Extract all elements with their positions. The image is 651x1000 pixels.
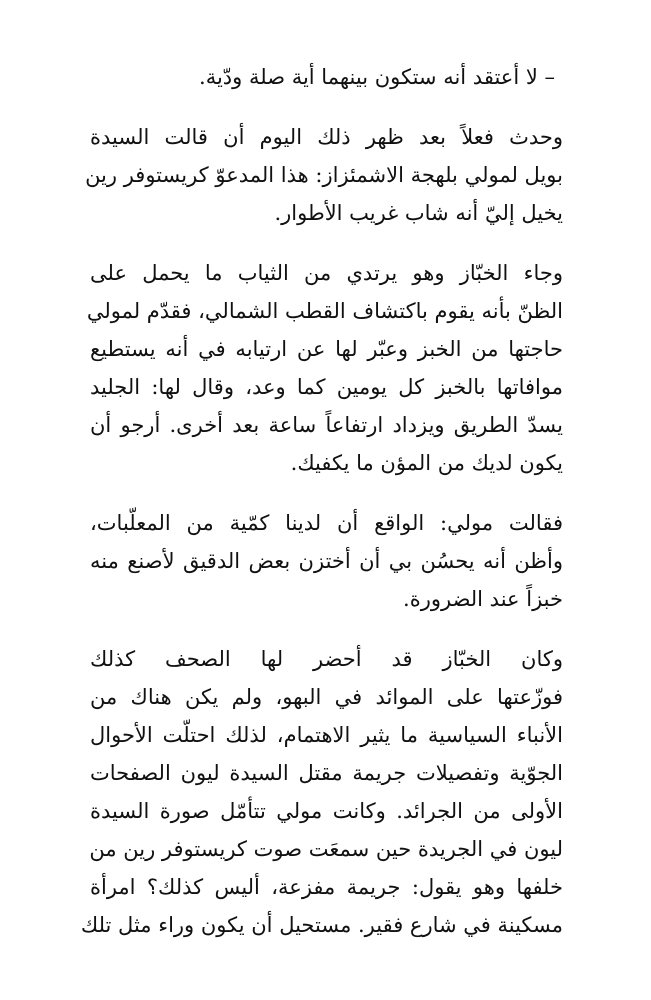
text-line: يكون لديك من المؤن ما يكفيك.: [290, 451, 563, 475]
paragraph-2: [85, 118, 563, 232]
text-line: وأظن أنه يحسُن بي أن أختزن بعض الدقيق لأصنع منه: [90, 549, 563, 573]
text-line: – لا أعتقد أنه ستكون بينهما أية صلة ودّية.: [199, 65, 555, 89]
paragraph-5: [80, 640, 563, 944]
text-line: الأولى من الجرائد. وكانت مولي تتأمّل صورة السيدة: [90, 799, 563, 823]
text-line: الظنّ بأنه يقوم باكتشاف القطب الشمالي، فقدّم لمولي: [86, 299, 563, 323]
text-line: مسكينة في شارع فقير. مستحيل أن يكون وراء مثل تلك: [80, 913, 563, 937]
text-line: يسدّ الطريق ويزداد ارتفاعاً ساعة بعد أخرى. أرجو أن: [90, 413, 563, 437]
text-line: ليون في الجريدة حين سمعَت صوت كريستوفر رين من: [89, 837, 563, 861]
book-page: [80, 58, 563, 966]
text-line: فقالت مولي: الواقع أن لدينا كمّية من المعلّبات،: [90, 511, 563, 535]
text-line: فوزّعتها على الموائد في البهو، ولم يكن هناك من: [90, 685, 563, 709]
paragraph-4: [90, 504, 563, 618]
paragraph-dialogue-1: [90, 58, 563, 96]
text-line: بويل لمولي بلهجة الاشمئزاز: هذا المدعوّ كريستوفر رين: [85, 163, 563, 187]
text-line: الأنباء السياسية ما يثير الاهتمام، لذلك احتلّت الأحوال: [90, 723, 563, 747]
text-line: موافاتها بالخبز كل يومين كما وعد، وقال لها: الجليد: [90, 375, 563, 399]
text-line: حاجتها من الخبز وعبّر لها عن ارتيابه في أنه يستطيع: [90, 337, 563, 361]
text-line: وجاء الخبّاز وهو يرتدي من الثياب ما يحمل على: [90, 261, 563, 285]
paragraph-3: [86, 254, 563, 482]
text-line: الجوّية وتفصيلات جريمة مقتل السيدة ليون الصفحات: [90, 761, 563, 785]
text-line: وحدث فعلاً بعد ظهر ذلك اليوم أن قالت السيدة: [90, 125, 563, 149]
text-line: وكان الخبّاز قد أحضر لها الصحف كذلك: [90, 647, 563, 671]
text-line: يخيل إليّ أنه شاب غريب الأطوار.: [274, 201, 563, 225]
text-line: خلفها وهو يقول: جريمة مفزعة، أليس كذلك؟ امرأة: [90, 875, 563, 899]
text-line: خبزاً عند الضرورة.: [403, 587, 563, 611]
